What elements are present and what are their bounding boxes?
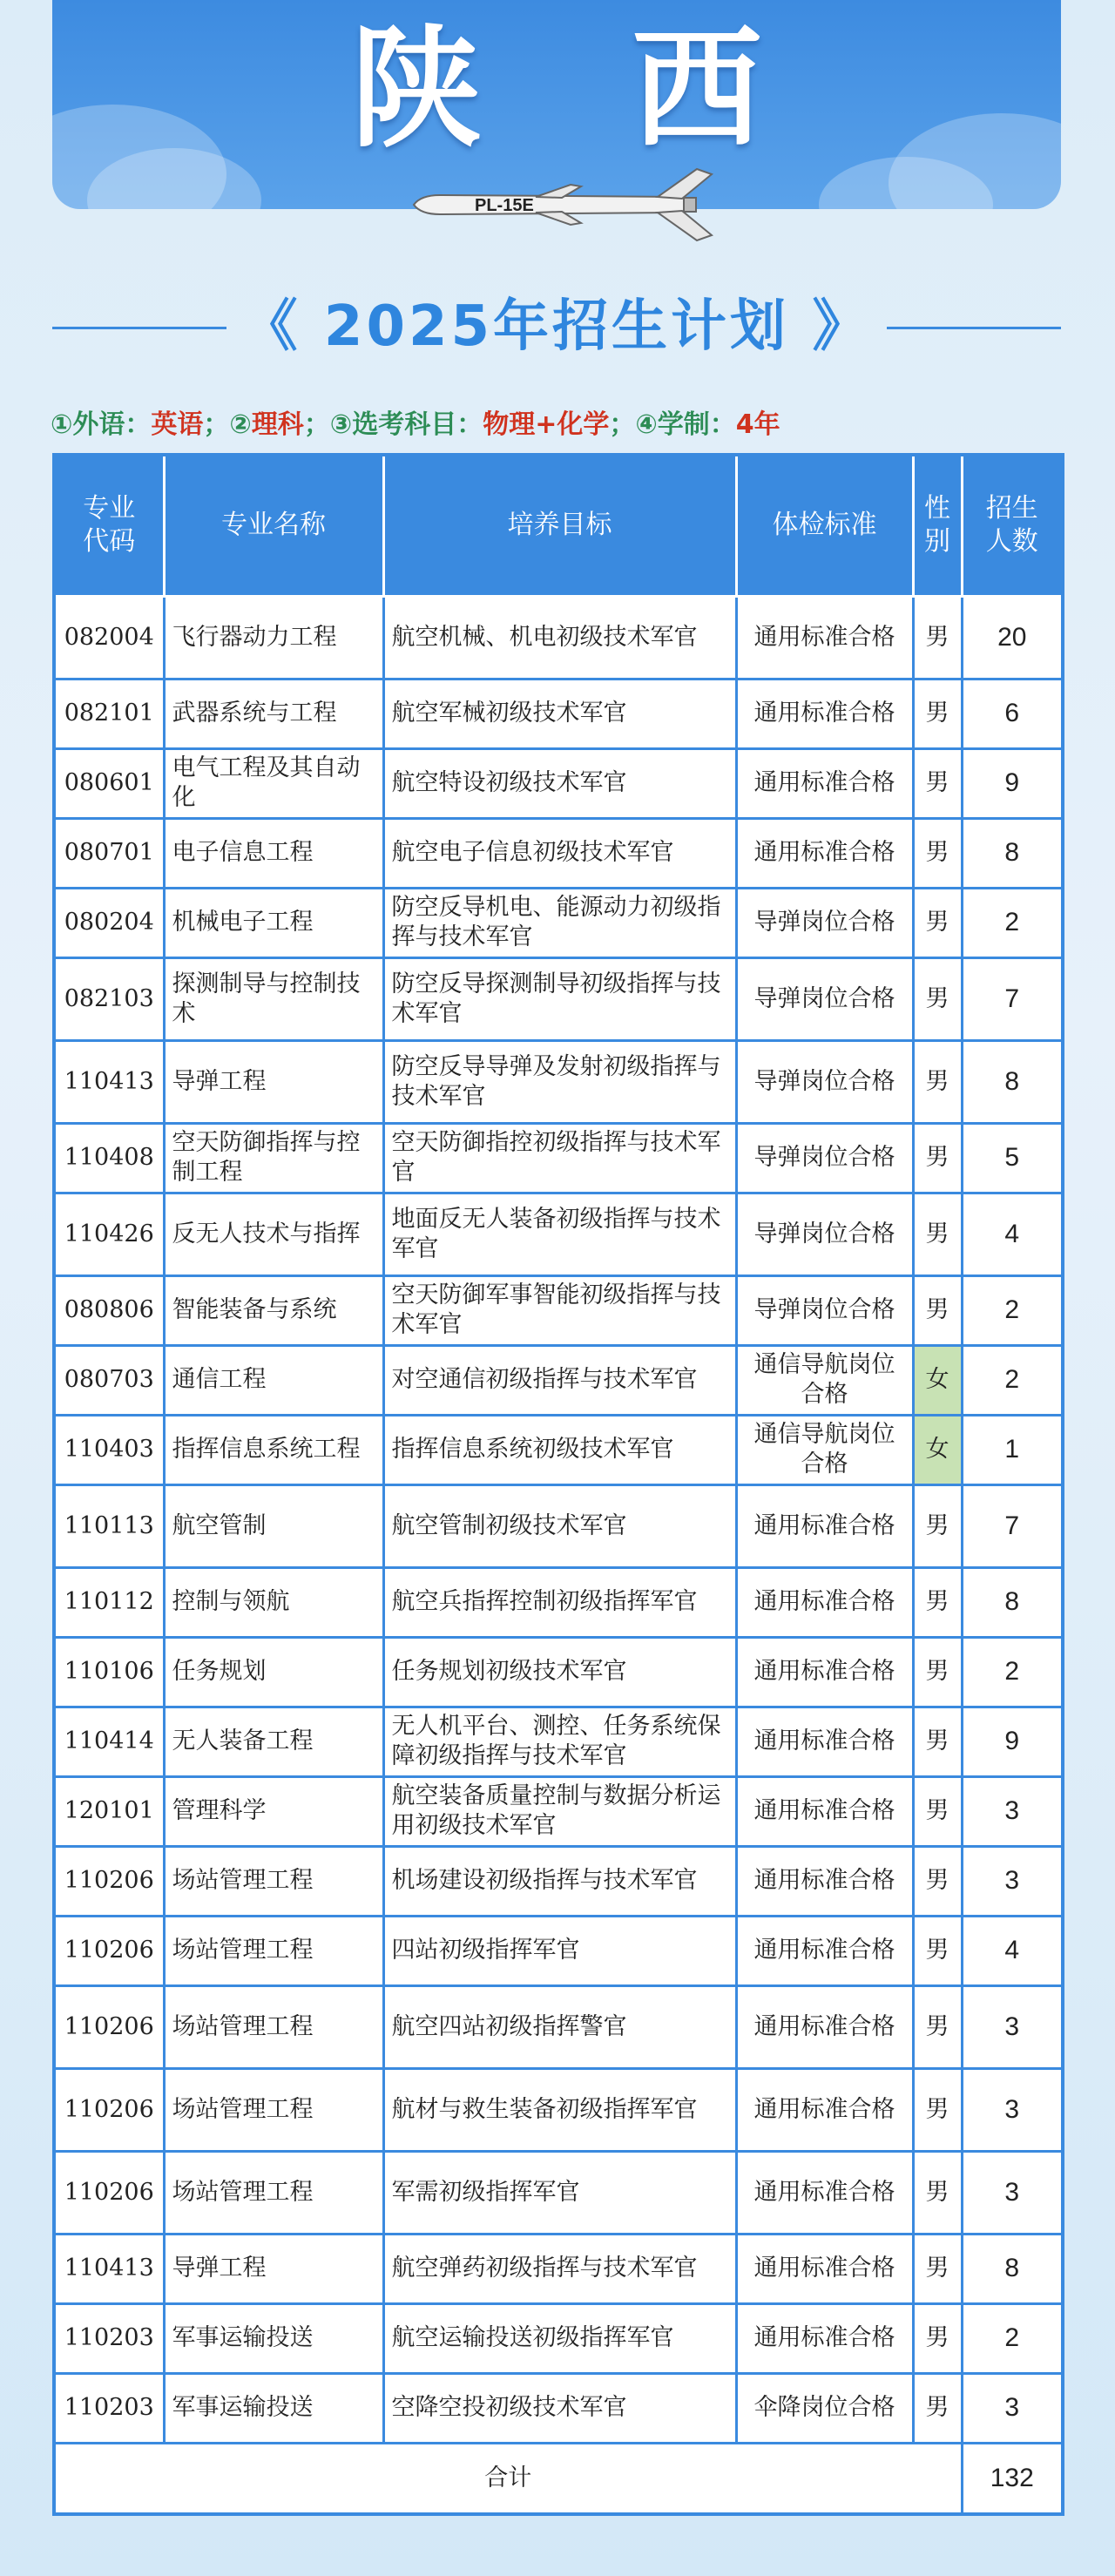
cell-training-goal: 航空弹药初级指挥与技术军官 [383,2234,736,2303]
cell-medical-standard: 导弹岗位合格 [736,957,913,1040]
cell-code: 110413 [54,2234,164,2303]
cell-gender: 男 [913,818,962,888]
cell-training-goal: 航空装备质量控制与数据分析运用初级技术军官 [383,1776,736,1846]
cell-major-name: 智能装备与系统 [164,1275,383,1345]
cell-training-goal: 军需初级指挥军官 [383,2151,736,2234]
cell-code: 110206 [54,1985,164,2068]
missile-image [396,166,727,244]
cell-medical-standard: 导弹岗位合格 [736,1040,913,1123]
cell-medical-standard: 通用标准合格 [736,1985,913,2068]
cell-enrollment: 8 [962,818,1063,888]
table-header-row [54,455,1063,596]
table-row [54,1567,1063,1637]
cell-code: 120101 [54,1776,164,1846]
cell-code: 080703 [54,1345,164,1415]
cell-medical-standard: 通用标准合格 [736,2234,913,2303]
cell-enrollment: 3 [962,1985,1063,2068]
cell-gender: 男 [913,748,962,818]
cell-major-name: 航空管制 [164,1484,383,1567]
cell-training-goal: 航空军械初级技术军官 [383,679,736,748]
cell-code: 110203 [54,2373,164,2443]
cell-training-goal: 航空特设初级技术军官 [383,748,736,818]
missile-label: PL-15E [475,196,534,215]
cell-training-goal: 无人机平台、测控、任务系统保障初级指挥与技术军官 [383,1707,736,1776]
cell-major-name: 探测制导与控制技术 [164,957,383,1040]
cell-enrollment: 2 [962,1637,1063,1707]
cell-gender: 男 [913,2068,962,2151]
cell-medical-standard: 通用标准合格 [736,679,913,748]
note-english: 英语 [151,409,204,440]
cell-enrollment: 2 [962,1345,1063,1415]
table-row [54,2234,1063,2303]
cell-gender: 男 [913,1846,962,1916]
cell-training-goal: 空天防御军事智能初级指挥与技术军官 [383,1275,736,1345]
cell-medical-standard: 通用标准合格 [736,1484,913,1567]
cell-medical-standard: 通信导航岗位合格 [736,1345,913,1415]
table-row [54,1040,1063,1123]
table-row [54,2068,1063,2151]
cell-training-goal: 指挥信息系统初级技术军官 [383,1415,736,1484]
cell-code: 110403 [54,1415,164,1484]
cell-major-name: 场站管理工程 [164,1846,383,1916]
cell-major-name: 空天防御指挥与控制工程 [164,1123,383,1193]
cell-enrollment: 6 [962,679,1063,748]
table-row [54,748,1063,818]
cell-major-name: 场站管理工程 [164,2151,383,2234]
note-four-years: 4年 [735,409,780,440]
cell-gender: 男 [913,1484,962,1567]
cell-medical-standard: 通用标准合格 [736,1846,913,1916]
cell-major-name: 场站管理工程 [164,1916,383,1985]
cell-code: 080806 [54,1275,164,1345]
note-sep-2: ；② [203,409,252,440]
cell-training-goal: 防空反导机电、能源动力初级指挥与技术军官 [383,888,736,957]
table-row [54,1846,1063,1916]
cell-code: 080601 [54,748,164,818]
cell-gender: 男 [913,1916,962,1985]
cell-enrollment: 3 [962,1776,1063,1846]
cell-gender: 男 [913,1637,962,1707]
table-row [54,818,1063,888]
cell-code: 110112 [54,1567,164,1637]
cell-enrollment: 3 [962,2373,1063,2443]
enrollment-table [52,453,1064,2516]
cell-major-name: 飞行器动力工程 [164,596,383,679]
cell-gender: 男 [913,1040,962,1123]
header-count: 招生人数 [962,455,1063,596]
cell-medical-standard: 导弹岗位合格 [736,1275,913,1345]
cell-gender: 男 [913,596,962,679]
cell-code: 110113 [54,1484,164,1567]
cell-enrollment: 2 [962,1275,1063,1345]
table-row [54,1345,1063,1415]
table-row [54,957,1063,1040]
cell-major-name: 导弹工程 [164,2234,383,2303]
cell-enrollment: 3 [962,2068,1063,2151]
note-foreign-language: ①外语： [51,409,152,440]
table-row [54,596,1063,679]
cell-gender: 男 [913,1776,962,1846]
cell-medical-standard: 通用标准合格 [736,1637,913,1707]
cell-code: 110206 [54,2151,164,2234]
cell-training-goal: 防空反导导弹及发射初级指挥与技术军官 [383,1040,736,1123]
cell-medical-standard: 导弹岗位合格 [736,1193,913,1275]
cell-enrollment: 2 [962,888,1063,957]
cell-code: 110426 [54,1193,164,1275]
cell-medical-standard: 通用标准合格 [736,818,913,888]
plan-heading [52,287,1061,366]
cell-code: 082101 [54,679,164,748]
cell-major-name: 电子信息工程 [164,818,383,888]
cell-gender: 男 [913,888,962,957]
note-science: 理科 [251,409,304,440]
cell-gender: 男 [913,2373,962,2443]
note-duration: ；④学制： [609,409,736,440]
cell-medical-standard: 通用标准合格 [736,2068,913,2151]
header-exam: 体检标准 [736,455,913,596]
cell-major-name: 管理科学 [164,1776,383,1846]
table-row [54,1275,1063,1345]
cell-major-name: 无人装备工程 [164,1707,383,1776]
page-title: 陕 西 [350,14,815,166]
cell-code: 080204 [54,888,164,957]
cell-code: 110206 [54,1916,164,1985]
cell-training-goal: 航空四站初级指挥警官 [383,1985,736,2068]
cell-medical-standard: 通用标准合格 [736,596,913,679]
cell-code: 110408 [54,1123,164,1193]
cell-code: 110106 [54,1637,164,1707]
cell-enrollment: 8 [962,1567,1063,1637]
cell-medical-standard: 通用标准合格 [736,1776,913,1846]
header-sex: 性别 [913,455,962,596]
cell-training-goal: 对空通信初级指挥与技术军官 [383,1345,736,1415]
cell-code: 082004 [54,596,164,679]
table-row [54,1415,1063,1484]
table-row [54,1637,1063,1707]
cell-gender: 男 [913,957,962,1040]
requirements-note [51,402,780,448]
table-row [54,888,1063,957]
cell-medical-standard: 通用标准合格 [736,1707,913,1776]
cell-medical-standard: 通用标准合格 [736,748,913,818]
table-row [54,2303,1063,2373]
header-name: 专业名称 [164,455,383,596]
table-row [54,2151,1063,2234]
total-value: 132 [962,2443,1063,2514]
cell-enrollment: 4 [962,1916,1063,1985]
cell-enrollment: 7 [962,957,1063,1040]
cell-enrollment: 5 [962,1123,1063,1193]
plan-heading-text: 《 2025年招生计划 》 [241,294,872,359]
cell-code: 110206 [54,1846,164,1916]
cell-major-name: 反无人技术与指挥 [164,1193,383,1275]
cell-training-goal: 任务规划初级技术军官 [383,1637,736,1707]
cell-major-name: 场站管理工程 [164,1985,383,2068]
cell-gender: 男 [913,1567,962,1637]
table-row [54,1123,1063,1193]
cell-code: 110203 [54,2303,164,2373]
cell-medical-standard: 通用标准合格 [736,2151,913,2234]
cell-major-name: 军事运输投送 [164,2373,383,2443]
cell-gender: 男 [913,1985,962,2068]
cell-major-name: 机械电子工程 [164,888,383,957]
total-row [54,2443,1063,2514]
cell-medical-standard: 导弹岗位合格 [736,1123,913,1193]
table-row [54,679,1063,748]
cell-medical-standard: 导弹岗位合格 [736,888,913,957]
table-row [54,1776,1063,1846]
cell-training-goal: 航空电子信息初级技术军官 [383,818,736,888]
cell-enrollment: 8 [962,2234,1063,2303]
cell-code: 082103 [54,957,164,1040]
table-row [54,2373,1063,2443]
cell-gender: 男 [913,2234,962,2303]
cell-major-name: 电气工程及其自动化 [164,748,383,818]
cell-gender: 男 [913,679,962,748]
cell-code: 110414 [54,1707,164,1776]
cell-medical-standard: 伞降岗位合格 [736,2373,913,2443]
cell-enrollment: 9 [962,1707,1063,1776]
cell-training-goal: 四站初级指挥军官 [383,1916,736,1985]
cell-gender: 男 [913,1707,962,1776]
cell-gender: 男 [913,1193,962,1275]
cell-code: 080701 [54,818,164,888]
table-row [54,1193,1063,1275]
cell-major-name: 军事运输投送 [164,2303,383,2373]
cell-enrollment: 20 [962,596,1063,679]
cell-training-goal: 航空管制初级技术军官 [383,1484,736,1567]
cell-gender: 女 [913,1345,962,1415]
cell-major-name: 指挥信息系统工程 [164,1415,383,1484]
cell-medical-standard: 通用标准合格 [736,1916,913,1985]
table-row [54,1707,1063,1776]
cell-medical-standard: 通信导航岗位合格 [736,1415,913,1484]
cell-major-name: 通信工程 [164,1345,383,1415]
cell-code: 110413 [54,1040,164,1123]
cell-major-name: 任务规划 [164,1637,383,1707]
table-row [54,1916,1063,1985]
cell-medical-standard: 通用标准合格 [736,1567,913,1637]
cell-training-goal: 航空运输投送初级指挥军官 [383,2303,736,2373]
cell-enrollment: 1 [962,1415,1063,1484]
table-row [54,1484,1063,1567]
cell-enrollment: 7 [962,1484,1063,1567]
cell-code: 110206 [54,2068,164,2151]
cell-gender: 男 [913,1275,962,1345]
cell-enrollment: 8 [962,1040,1063,1123]
cell-major-name: 控制与领航 [164,1567,383,1637]
cell-major-name: 场站管理工程 [164,2068,383,2151]
total-label: 合计 [54,2443,962,2514]
table-row [54,1985,1063,2068]
cell-training-goal: 航空机械、机电初级技术军官 [383,596,736,679]
header-code: 专业代码 [54,455,164,596]
cell-enrollment: 2 [962,2303,1063,2373]
cell-enrollment: 3 [962,2151,1063,2234]
cell-major-name: 武器系统与工程 [164,679,383,748]
cell-training-goal: 机场建设初级指挥与技术军官 [383,1846,736,1916]
cell-enrollment: 9 [962,748,1063,818]
cell-training-goal: 空天防御指控初级指挥与技术军官 [383,1123,736,1193]
cell-gender: 男 [913,1123,962,1193]
cell-gender: 男 [913,2151,962,2234]
cell-training-goal: 防空反导探测制导初级指挥与技术军官 [383,957,736,1040]
cell-training-goal: 航空兵指挥控制初级指挥军官 [383,1567,736,1637]
cell-training-goal: 航材与救生装备初级指挥军官 [383,2068,736,2151]
cell-gender: 男 [913,2303,962,2373]
note-physics-chemistry: 物理+化学 [483,409,610,440]
cell-training-goal: 地面反无人装备初级指挥与技术军官 [383,1193,736,1275]
cell-major-name: 导弹工程 [164,1040,383,1123]
cell-enrollment: 4 [962,1193,1063,1275]
header-goal: 培养目标 [383,455,736,596]
cell-medical-standard: 通用标准合格 [736,2303,913,2373]
cell-enrollment: 3 [962,1846,1063,1916]
cell-gender: 女 [913,1415,962,1484]
note-subjects: ；③选考科目： [303,409,483,440]
cell-training-goal: 空降空投初级技术军官 [383,2373,736,2443]
